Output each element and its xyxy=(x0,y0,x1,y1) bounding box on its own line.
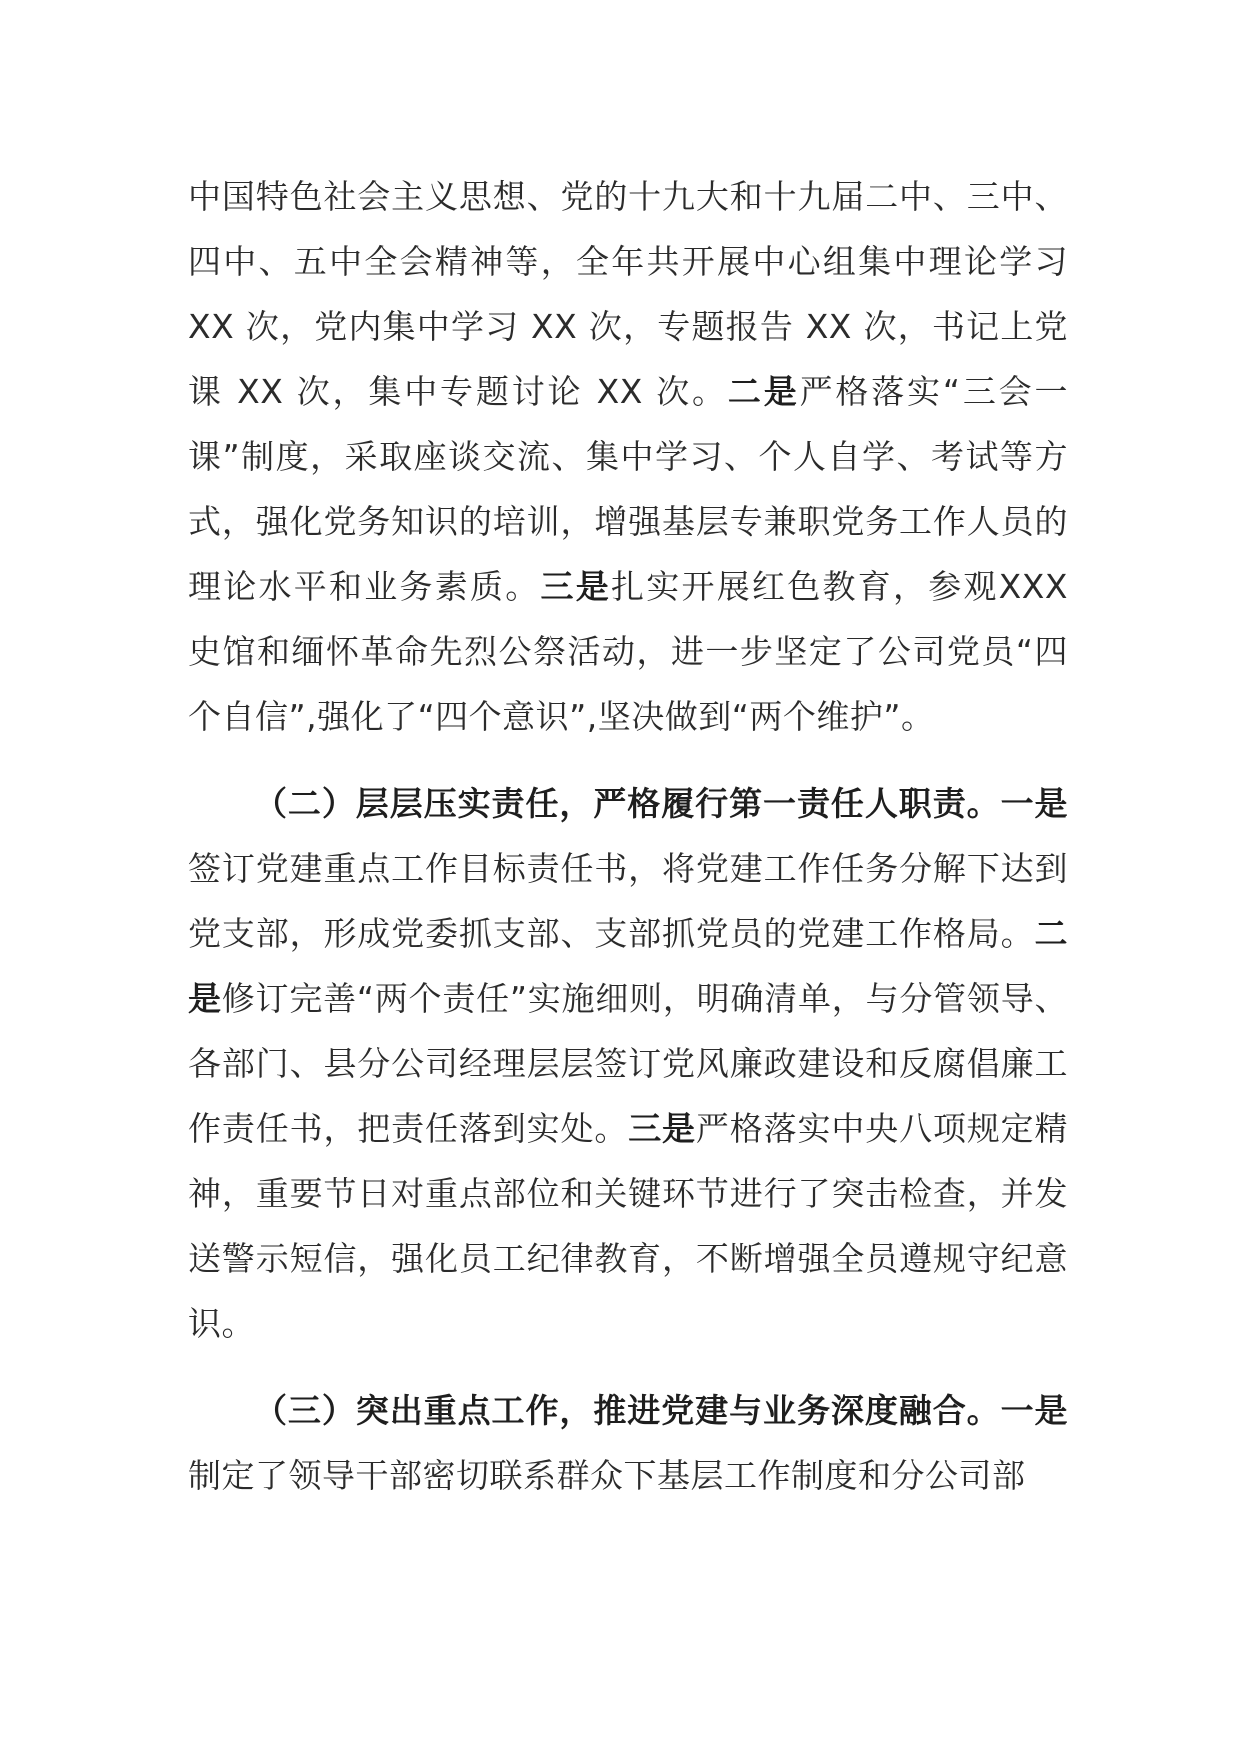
text-segment: 严格落实中央八项规定精神，重要节日对重点部位和关键环节进行了突击检查，并发送警示短信，强化员工纪律教育，不断增强全员遵规守纪意识。 xyxy=(188,1109,1069,1343)
document-body xyxy=(188,164,1068,1530)
paragraph-key-work xyxy=(188,1378,1068,1508)
text-segment: 严格落实“三会一课”制度，采取座谈交流、集中学习、个人自学、考试等方式，强化党务知识的培训，增强基层专兼职党务工作人员的理论水平和业务素质。 xyxy=(188,372,1068,606)
text-segment: 制定了领导干部密切联系群众下基层工作制度和分公司部 xyxy=(188,1456,1026,1495)
paragraph-responsibility xyxy=(188,771,1068,1356)
text-segment: 签订党建重点工作目标责任书，将党建工作任务分解下达到党支部，形成党委抓支部、支部抓党员的党建工作格局。 xyxy=(188,849,1068,953)
paragraph-study xyxy=(188,164,1068,749)
section-heading: （二）层层压实责任，严格履行第一责任人职责。一是 xyxy=(254,784,1068,823)
text-segment: 扎实开展红色教育，参观XXX 史馆和缅怀革命先烈公祭活动，进一步坚定了公司党员“四个自信”,强化了“四个意识”,坚决做到“两个维护”。 xyxy=(188,567,1069,736)
bold-marker: 三是 xyxy=(628,1109,696,1148)
text-segment: 中国特色社会主义思想、党的十九大和十九届二中、三中、四中、五中全会精神等，全年共开展中心组集中理论学习XX 次，党内集中学习 XX 次，专题报告 XX 次，书记上党课 XX 次，集中专题讨论 XX 次。 xyxy=(188,177,1068,411)
section-heading: （三）突出重点工作，推进党建与业务深度融合。一是 xyxy=(254,1391,1068,1430)
bold-marker: 二是 xyxy=(727,372,800,411)
bold-marker: 三是 xyxy=(540,567,611,606)
bold-marker: 二是 xyxy=(188,914,1068,1018)
text-segment: 修订完善“两个责任”实施细则，明确清单，与分管领导、各部门、县分公司经理层层签订党风廉政建设和反腐倡廉工作责任书，把责任落到实处。 xyxy=(188,979,1068,1148)
